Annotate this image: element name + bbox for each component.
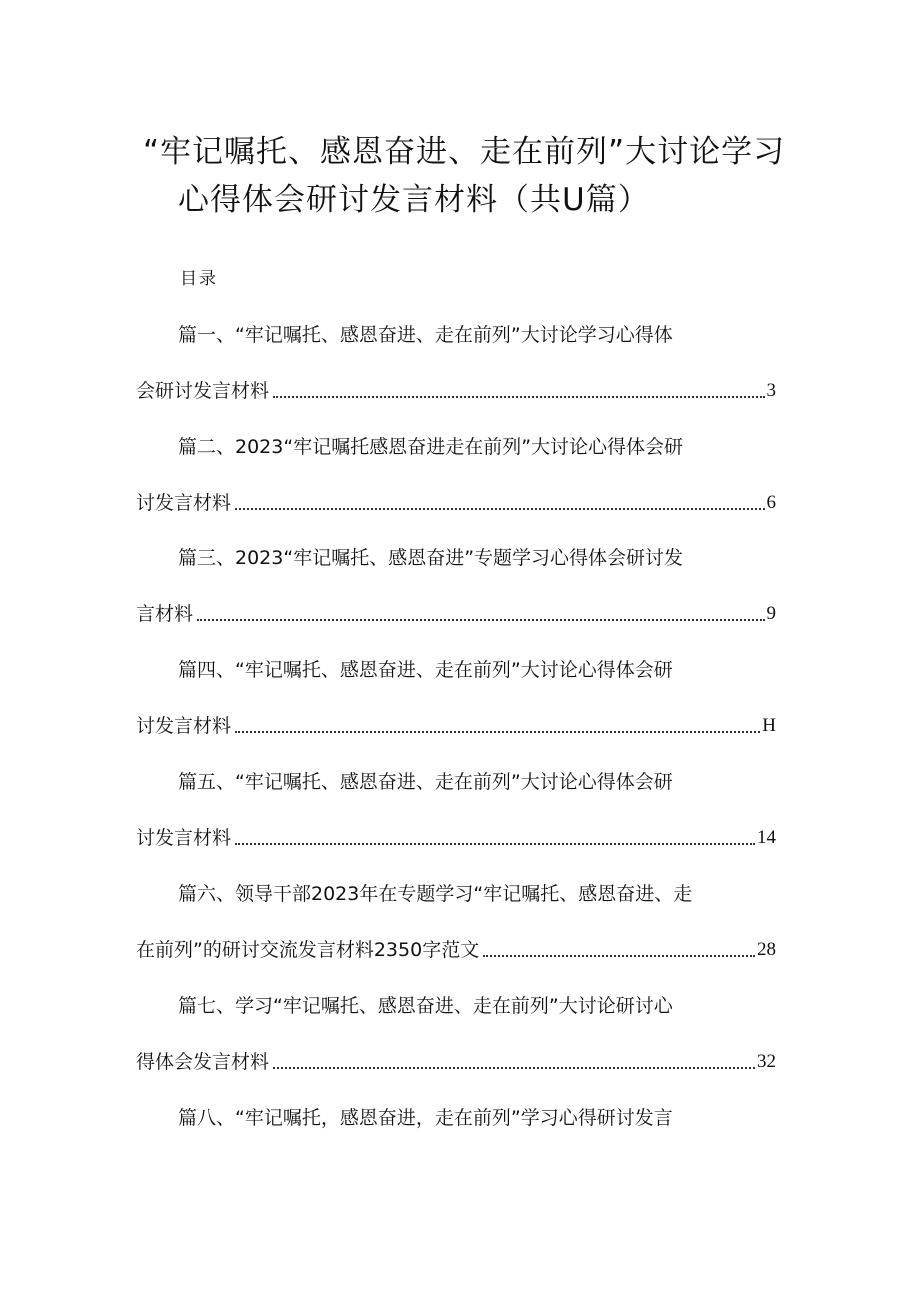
toc-page-number: 6 (766, 492, 776, 513)
toc-entry-continuation: 言材料 (136, 603, 194, 625)
toc-entry-continuation-row (136, 599, 776, 629)
toc-entry-continuation-row (136, 1047, 776, 1077)
toc-entry-continuation-row (136, 823, 776, 853)
toc-entry-title: 篇五、“牢记嘱托、感恩奋进、走在前列”大讨论心得体会研 (178, 771, 673, 793)
dot-leader (235, 730, 760, 733)
toc-entry-title: 篇八、“牢记嘱托，感恩奋进，走在前列”学习心得研讨发言 (178, 1107, 673, 1129)
toc-entry-continuation-row (136, 935, 776, 965)
toc-entry-title: 篇四、“牢记嘱托、感恩奋进、走在前列”大讨论心得体会研 (178, 659, 673, 681)
document-title-line1: “牢记嘱托、感恩奋进、走在前列”大讨论学习 (143, 134, 786, 170)
toc-page-number: 32 (757, 1051, 776, 1072)
dot-leader (197, 618, 764, 621)
dot-leader (235, 842, 755, 845)
dot-leader (273, 1066, 755, 1069)
toc-entry-title: 篇六、领导干部2023年在专题学习“牢记嘱托、感恩奋进、走 (178, 883, 693, 905)
toc-page-number: 3 (766, 380, 776, 401)
toc-entry-continuation: 讨发言材料 (136, 827, 232, 849)
toc-entry-continuation: 会研讨发言材料 (136, 380, 270, 402)
toc-page-number: 14 (757, 827, 776, 848)
toc-entry-continuation-row (136, 488, 776, 518)
toc-entry-continuation: 讨发言材料 (136, 715, 232, 737)
toc-entry-title: 篇一、“牢记嘱托、感恩奋进、走在前列”大讨论学习心得体 (178, 324, 673, 346)
toc-heading: 目录 (180, 269, 218, 289)
toc-entry-continuation-row (136, 711, 776, 741)
document-title-line2: 心得体会研讨发言材料（共U篇） (178, 182, 650, 218)
toc-page-number: H (762, 715, 776, 736)
toc-entry-continuation-row (136, 376, 776, 406)
dot-leader (483, 954, 755, 957)
toc-entry-continuation: 讨发言材料 (136, 492, 232, 514)
toc-entry-title: 篇三、2023“牢记嘱托、感恩奋进”专题学习心得体会研讨发 (178, 547, 684, 569)
toc-entry-title: 篇二、2023“牢记嘱托感恩奋进走在前列”大讨论心得体会研 (178, 436, 684, 458)
toc-entry-continuation: 在前列”的研讨交流发言材料2350字范文 (136, 939, 480, 961)
toc-page-number: 9 (766, 603, 776, 624)
toc-page-number: 28 (757, 939, 776, 960)
toc-entry-continuation: 得体会发言材料 (136, 1051, 270, 1073)
dot-leader (235, 507, 764, 510)
dot-leader (273, 395, 764, 398)
document-title (0, 128, 920, 224)
toc-entry-title: 篇七、学习“牢记嘱托、感恩奋进、走在前列”大讨论研讨心 (178, 995, 673, 1017)
